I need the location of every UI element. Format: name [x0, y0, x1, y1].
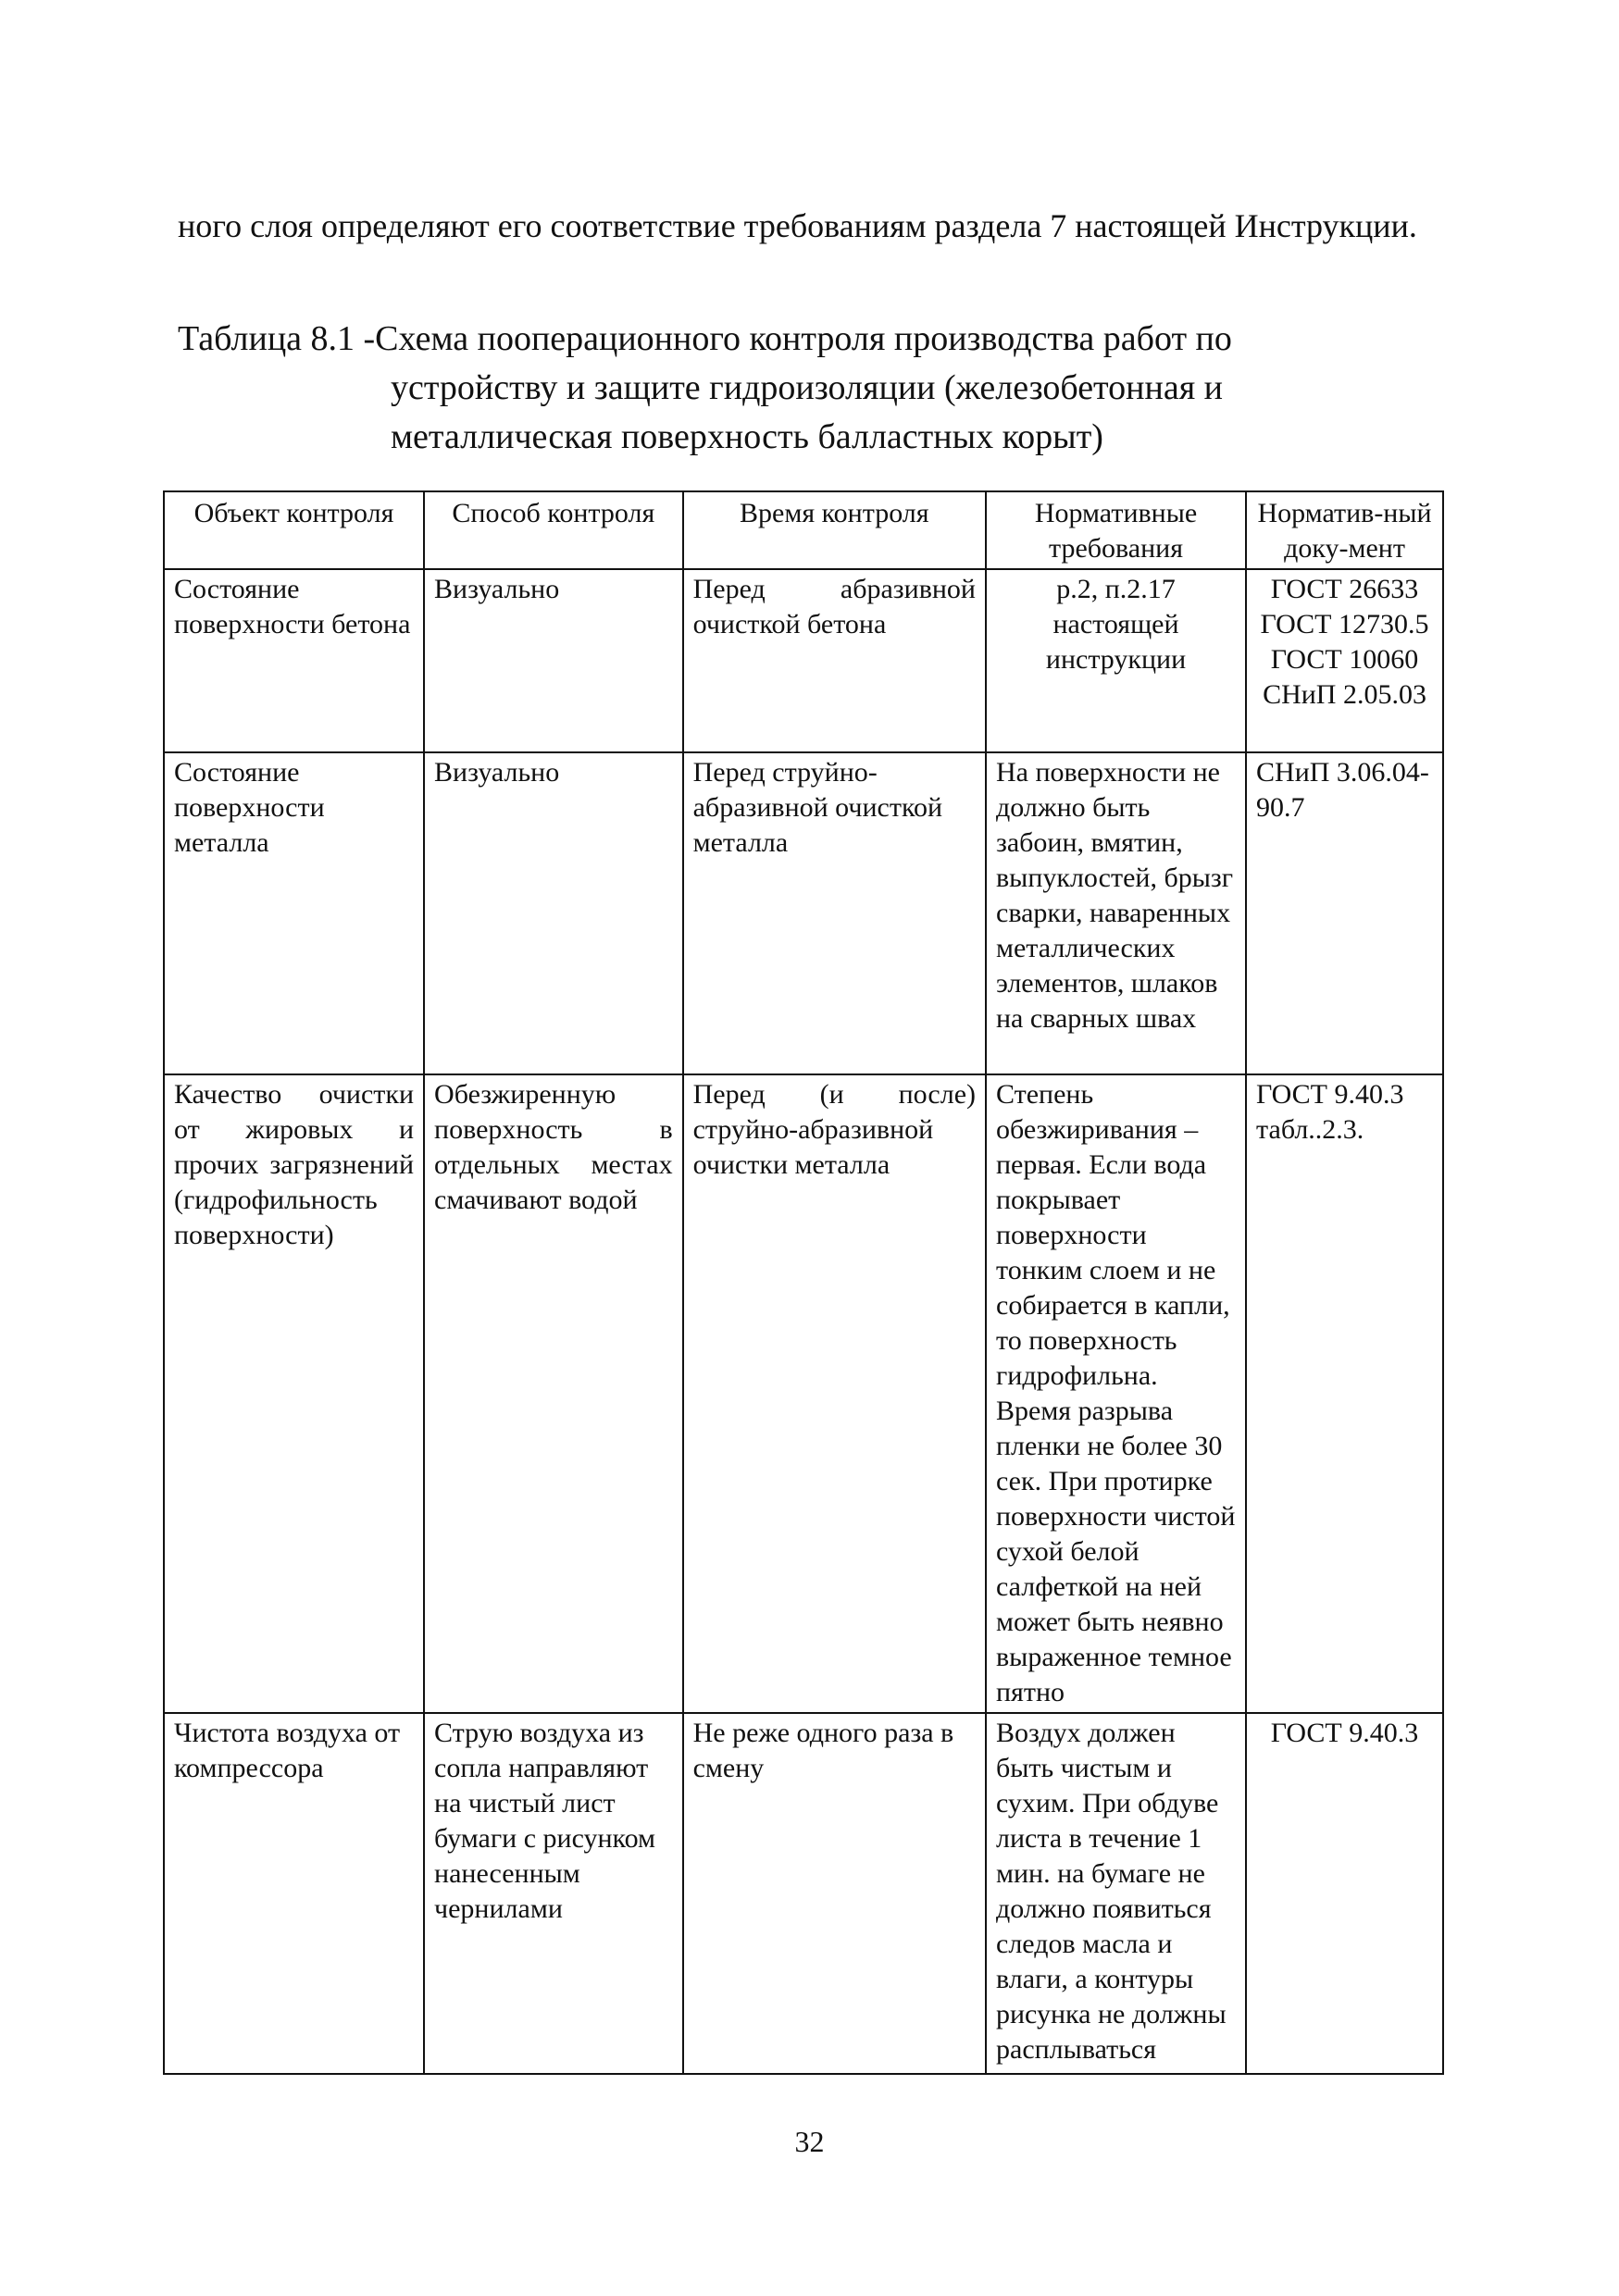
table-caption-title-line1: -Схема пооперационного контроля производства работ по — [363, 319, 1232, 358]
table-caption-title-line3: металлическая поверхность балластных корыт) — [391, 417, 1103, 456]
table-row — [164, 1713, 1443, 2074]
document-ref: ГОСТ 26633 — [1270, 574, 1419, 604]
cell-object: Качество очистки от жировых и прочих загрязнений (гидрофильность поверхности) — [164, 1074, 424, 1713]
table-caption-label: Таблица 8.1 — [178, 319, 355, 358]
cell-method: Струю воздуха из сопла направляют на чистый лист бумаги с рисунком нанесенным чернилами — [424, 1713, 683, 2074]
document-ref: СНиП 3.06.04-90.7 — [1256, 757, 1429, 823]
cell-documents — [1246, 1713, 1443, 2074]
document-ref: ГОСТ 9.40.3 — [1270, 1718, 1419, 1748]
header-time: Время контроля — [683, 491, 986, 569]
page-number: 32 — [794, 2125, 825, 2158]
document-ref: ГОСТ 10060 — [1270, 644, 1419, 675]
document-ref: ГОСТ 9.40.3 табл..2.3. — [1256, 1079, 1404, 1145]
inspection-table — [163, 490, 1444, 2075]
header-object: Объект контроля — [164, 491, 424, 569]
table-caption — [178, 315, 1381, 462]
cell-method: Визуально — [424, 752, 683, 1074]
table-caption-title-line2: устройству и защите гидроизоляции (железобетонная и — [391, 368, 1224, 407]
cell-documents — [1246, 1074, 1443, 1713]
document-ref: СНиП 2.05.03 — [1263, 679, 1426, 710]
cell-object: Чистота воздуха от компрессора — [164, 1713, 424, 2074]
cell-object: Состояние поверхности металла — [164, 752, 424, 1074]
cell-requirements: Воздух должен быть чистым и сухим. При обдуве листа в течение 1 мин. на бумаге не должно появиться следов масла и влаги, а контуры рисунка не должны расплываться — [986, 1713, 1246, 2074]
cell-object: Состояние поверхности бетона — [164, 569, 424, 752]
cell-requirements: р.2, п.2.17 настоящей инструкции — [986, 569, 1246, 752]
table-row — [164, 569, 1443, 752]
cell-time: Не реже одного раза в смену — [683, 1713, 986, 2074]
cell-time: Перед (и после) струйно-абразивной очистки металла — [683, 1074, 986, 1713]
header-document: Норматив-ный доку-мент — [1246, 491, 1443, 569]
intro-paragraph: ного слоя определяют его соответствие требованиям раздела 7 настоящей Инструкции. — [178, 207, 1417, 244]
cell-requirements: Степень обезжиривания – первая. Если вода покрывает поверхности тонким слоем и не собирается в капли, то поверхность гидрофильна. Время разрыва пленки не более 30 сек. При протирке поверхности чистой сухой белой салфеткой на ней может быть неявно выраженное темное пятно — [986, 1074, 1246, 1713]
cell-documents — [1246, 752, 1443, 1074]
cell-time: Перед абразивной очисткой бетона — [683, 569, 986, 752]
table-row — [164, 752, 1443, 1074]
header-method: Способ контроля — [424, 491, 683, 569]
cell-documents — [1246, 569, 1443, 752]
cell-method: Визуально — [424, 569, 683, 752]
cell-time: Перед струйно-абразивной очисткой металла — [683, 752, 986, 1074]
cell-requirements: На поверхности не должно быть забоин, вмятин, выпуклостей, брызг сварки, наваренных металлических элементов, шлаков на сварных швах — [986, 752, 1246, 1074]
cell-method: Обезжиренную поверхность в отдельных местах смачивают водой — [424, 1074, 683, 1713]
document-ref: ГОСТ 12730.5 — [1260, 609, 1429, 639]
header-requirements: Нормативные требования — [986, 491, 1246, 569]
table-row — [164, 1074, 1443, 1713]
table-header-row — [164, 491, 1443, 569]
